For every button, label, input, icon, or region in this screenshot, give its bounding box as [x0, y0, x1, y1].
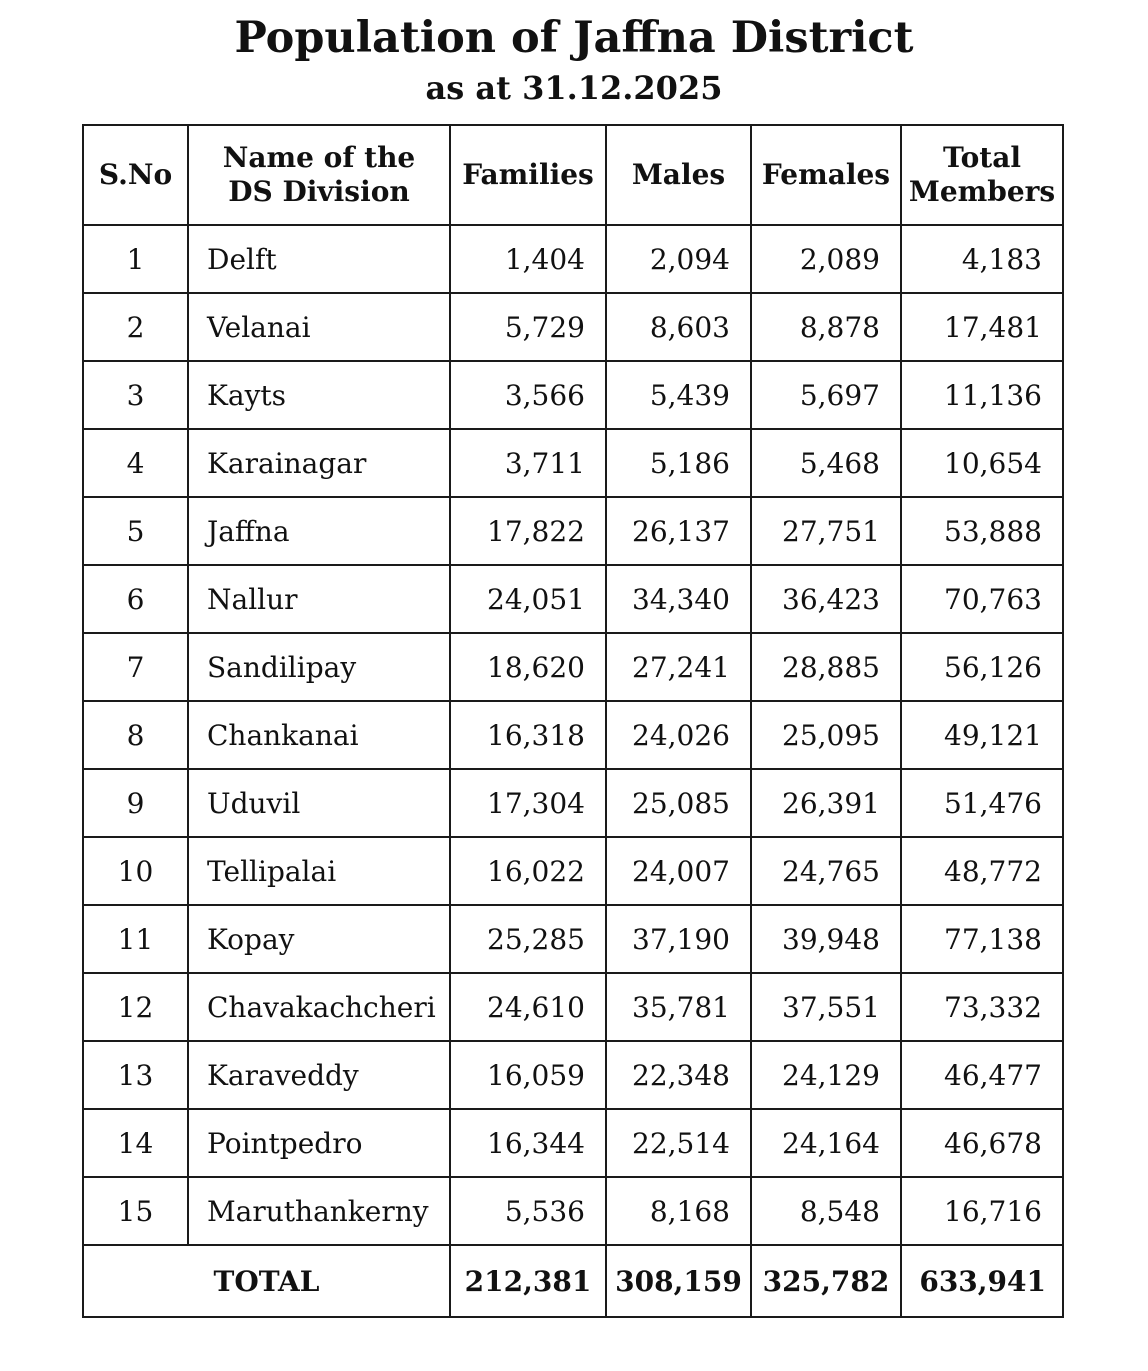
table-row [83, 905, 1063, 973]
cell-ds-division: Uduvil [188, 769, 450, 837]
cell-sno: 10 [83, 837, 188, 905]
total-label: TOTAL [83, 1245, 450, 1317]
total-row [83, 1245, 1063, 1317]
cell-families: 17,304 [450, 769, 606, 837]
table-row [83, 1109, 1063, 1177]
cell-sno: 3 [83, 361, 188, 429]
cell-males: 24,026 [606, 701, 751, 769]
cell-total-members: 70,763 [901, 565, 1063, 633]
header-total-members [901, 125, 1063, 225]
cell-sno: 15 [83, 1177, 188, 1245]
cell-families: 17,822 [450, 497, 606, 565]
table-row [83, 1177, 1063, 1245]
table-row [83, 701, 1063, 769]
cell-ds-division: Jaffna [188, 497, 450, 565]
header-males: Males [606, 125, 751, 225]
cell-females: 8,878 [751, 293, 901, 361]
cell-families: 18,620 [450, 633, 606, 701]
table-row [83, 837, 1063, 905]
cell-males: 25,085 [606, 769, 751, 837]
cell-ds-division: Tellipalai [188, 837, 450, 905]
cell-sno: 2 [83, 293, 188, 361]
cell-families: 24,051 [450, 565, 606, 633]
page-title: Population of Jaffna District [234, 13, 914, 63]
cell-males: 27,241 [606, 633, 751, 701]
cell-ds-division: Karaveddy [188, 1041, 450, 1109]
cell-ds-division: Karainagar [188, 429, 450, 497]
cell-ds-division: Sandilipay [188, 633, 450, 701]
table-row [83, 293, 1063, 361]
header-total-members-line2: Members [908, 175, 1056, 208]
cell-sno: 9 [83, 769, 188, 837]
cell-females: 24,765 [751, 837, 901, 905]
cell-males: 5,439 [606, 361, 751, 429]
cell-females: 2,089 [751, 225, 901, 293]
cell-total-members: 56,126 [901, 633, 1063, 701]
cell-males: 37,190 [606, 905, 751, 973]
table-row [83, 565, 1063, 633]
cell-total-members: 16,716 [901, 1177, 1063, 1245]
cell-females: 24,164 [751, 1109, 901, 1177]
header-families: Families [450, 125, 606, 225]
cell-sno: 12 [83, 973, 188, 1041]
cell-ds-division: Chavakachcheri [188, 973, 450, 1041]
cell-ds-division: Delft [188, 225, 450, 293]
cell-ds-division: Chankanai [188, 701, 450, 769]
cell-females: 36,423 [751, 565, 901, 633]
cell-males: 5,186 [606, 429, 751, 497]
cell-ds-division: Pointpedro [188, 1109, 450, 1177]
table-header-row [83, 125, 1063, 225]
cell-sno: 7 [83, 633, 188, 701]
cell-males: 24,007 [606, 837, 751, 905]
header-total-members-line1: Total [942, 141, 1021, 174]
cell-ds-division: Velanai [188, 293, 450, 361]
total-families: 212,381 [450, 1245, 606, 1317]
cell-total-members: 46,678 [901, 1109, 1063, 1177]
cell-total-members: 73,332 [901, 973, 1063, 1041]
cell-males: 26,137 [606, 497, 751, 565]
cell-females: 24,129 [751, 1041, 901, 1109]
cell-total-members: 48,772 [901, 837, 1063, 905]
cell-families: 5,536 [450, 1177, 606, 1245]
cell-females: 8,548 [751, 1177, 901, 1245]
cell-total-members: 49,121 [901, 701, 1063, 769]
cell-sno: 1 [83, 225, 188, 293]
cell-females: 28,885 [751, 633, 901, 701]
cell-females: 39,948 [751, 905, 901, 973]
cell-males: 8,168 [606, 1177, 751, 1245]
cell-families: 24,610 [450, 973, 606, 1041]
cell-ds-division: Kayts [188, 361, 450, 429]
cell-ds-division: Nallur [188, 565, 450, 633]
cell-families: 3,566 [450, 361, 606, 429]
cell-families: 16,318 [450, 701, 606, 769]
cell-sno: 6 [83, 565, 188, 633]
total-members: 633,941 [901, 1245, 1063, 1317]
cell-females: 27,751 [751, 497, 901, 565]
cell-males: 22,514 [606, 1109, 751, 1177]
cell-sno: 14 [83, 1109, 188, 1177]
cell-males: 8,603 [606, 293, 751, 361]
cell-males: 35,781 [606, 973, 751, 1041]
header-females: Females [751, 125, 901, 225]
cell-sno: 4 [83, 429, 188, 497]
cell-ds-division: Maruthankerny [188, 1177, 450, 1245]
cell-families: 5,729 [450, 293, 606, 361]
total-females: 325,782 [751, 1245, 901, 1317]
cell-males: 34,340 [606, 565, 751, 633]
cell-sno: 11 [83, 905, 188, 973]
total-males: 308,159 [606, 1245, 751, 1317]
cell-total-members: 11,136 [901, 361, 1063, 429]
cell-total-members: 51,476 [901, 769, 1063, 837]
cell-families: 16,059 [450, 1041, 606, 1109]
header-ds-division-line1: Name of the [222, 141, 416, 174]
cell-sno: 5 [83, 497, 188, 565]
page-subtitle: as at 31.12.2025 [425, 69, 723, 107]
table-row [83, 633, 1063, 701]
cell-sno: 8 [83, 701, 188, 769]
cell-males: 2,094 [606, 225, 751, 293]
cell-total-members: 53,888 [901, 497, 1063, 565]
cell-families: 16,022 [450, 837, 606, 905]
cell-families: 16,344 [450, 1109, 606, 1177]
header-sno: S.No [83, 125, 188, 225]
cell-males: 22,348 [606, 1041, 751, 1109]
cell-females: 26,391 [751, 769, 901, 837]
header-ds-division-line2: DS Division [228, 175, 410, 208]
population-table [82, 124, 1064, 1318]
table-row [83, 973, 1063, 1041]
cell-families: 25,285 [450, 905, 606, 973]
table-row [83, 769, 1063, 837]
cell-sno: 13 [83, 1041, 188, 1109]
table-row [83, 225, 1063, 293]
cell-total-members: 46,477 [901, 1041, 1063, 1109]
table-body [83, 225, 1063, 1245]
cell-females: 37,551 [751, 973, 901, 1041]
header-ds-division [188, 125, 450, 225]
cell-ds-division: Kopay [188, 905, 450, 973]
cell-females: 25,095 [751, 701, 901, 769]
cell-females: 5,468 [751, 429, 901, 497]
cell-families: 1,404 [450, 225, 606, 293]
cell-total-members: 17,481 [901, 293, 1063, 361]
table-row [83, 1041, 1063, 1109]
cell-females: 5,697 [751, 361, 901, 429]
table-row [83, 429, 1063, 497]
table-row [83, 497, 1063, 565]
table-row [83, 361, 1063, 429]
cell-total-members: 10,654 [901, 429, 1063, 497]
cell-families: 3,711 [450, 429, 606, 497]
cell-total-members: 4,183 [901, 225, 1063, 293]
cell-total-members: 77,138 [901, 905, 1063, 973]
